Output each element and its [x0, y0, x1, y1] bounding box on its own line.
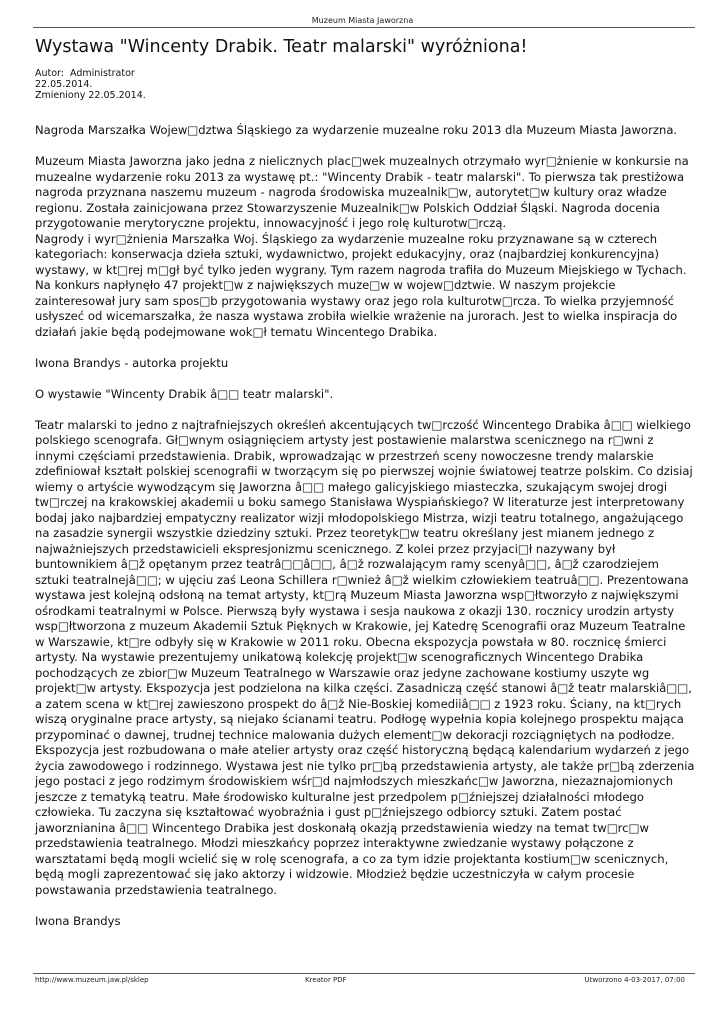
paragraph: Teatr malarski to jedno z najtrafniejszych określeń akcentujących tw□rczość Wincentego Drabika â□□ wielkiego polskiego scenografa. Gł□wnym osiągnięciem artysty jest postawienie malarstwa scenicznego na r□wni z innymi częściami przedstawienia. Drabik, wprowadzając w przestrzeń sceny nowoczesne trendy malarskie zdefiniował kształt polskiej scenografii w tworzącym się po pierwszej wojnie światowej teatrze polskim. Co dzisiaj wiemy o artyście wywodzącym się Jaworzna â□□ małego galicyjskiego miasteczka, szukającym swojej drogi tw□rczej na krakowskiej akademii u boku samego Stanisława Wyspiańskiego? W literaturze jest interpretowany bodaj jako najbardziej empatyczny realizator wizji młodopolskiego Mistrza, wizji teatru totalnego, angażującego na zasadzie synergii wszystkie dziedziny sztuki. Przez teoretyk□w teatru określany jest mianem jednego z najważniejszych przedstawicieli ekspresjonizmu scenicznego. Z kolei przez przyjaci□ł nazywany był buntownikiem â□ž opętanym przez teatrâ□□â□□, â□ž rozwalającym ramy scenyâ□□, â□ž czarodziejem sztuki teatralnejâ□□; w ujęciu zaś Leona Schillera r□wnież â□ž wielkim człowiekiem teatruâ□□. Prezentowana wystawa jest kolejną odsłoną na temat artysty, kt□rą Muzeum Miasta Jaworzna wsp□łtworzyło z największymi ośrodkami teatralnymi w Polsce. Pierwszą były wystawa i sesja naukowa z okazji 130. rocznicy urodzin artysty wsp□łtworzona z muzeum Akademii Sztuk Pięknych w Krakowie, jej Katedrę Scenografii oraz Muzeum Teatralne w Warszawie, kt□re odbyły się w Krakowie w 2011 roku. Obecna ekspozycja powstała w 80. rocznicę śmierci artysty. Na wystawie prezentujemy unikatową kolekcję projekt□w scenograficznych Wincentego Drabika pochodzących ze zbior□w Muzeum Teatralnego w Warszawie oraz jedyne zachowane kostiumy uszyte wg projekt□w artysty. Ekspozycja jest podzielona na kilka części. Zasadniczą część stanowi â□ž teatr malarskiâ□□, a zatem scena w kt□rej zawieszono prospekt do â□ž Nie-Boskiej komediiâ□□ z 1923 roku. Ściany, na kt□rych wiszą oryginalne prace artysty, są niejako ścianami teatru. Podłogę wypełnia kopia kolejnego prospektu mająca przypominać o dawnej, trudnej technice malowania dużych element□w dekoracji rozciągniętych na podłodze. Ekspozycja jest rozbudowana o małe atelier artysty oraz część historyczną będącą kalendarium wydarzeń z jego życia zawodowego i rodzinnego. Wystawa jest nie tylko pr□bą przedstawienia artysty, ale także pr□bą zderzenia jego postaci z jego rodzimym środowiskiem wśr□d najmłodszych mieszkańc□w Jaworzna, niezaznajomionych jeszcze z tematyką teatru. Małe środowisko kulturalne jest przedpolem p□źniejszej działalności młodego człowieka. Tu zaczyna się kształtować wyobraźnia i gust p□źniejszego odbiorcy sztuki. Zatem postać jaworznianina â□□ Wincentego Drabika jest doskonałą okazją przedstawienia wiedzy na temat tw□rc□w przedstawienia teatralnego. Młodzi mieszkańcy poprzez interaktywne zwiedzanie wystawy połączone z warsztatami będą mogli wcielić się w rolę scenografa, a co za tym idzie projektanta kostium□w scenicznych, będą mogli zaprezentować się jako aktorzy i widzowie. Młodzież będzie uczestniczyła w całym procesie powstawania przedstawienia teatralnego. — [35, 417, 695, 897]
paragraph: Muzeum Miasta Jaworzna jako jedna z nielicznych plac□wek muzealnych otrzymało wyr□żnienie w konkursie na muzealne wydarzenie roku 2013 za wystawę pt.: "Wincenty Drabik - teatr malarski". To pierwsza tak prestiżowa nagroda przyznana naszemu muzeum - nagroda środowiska muzealnik□w, autorytet□w kultury oraz władze regionu. Została zainicjowana przez Stowarzyszenie Muzealnik□w Polskich Oddział Śląski. Nagroda docenia przygotowanie merytoryczne projektu, innowacyjność i jego rolę kulturotw□rczą. — [35, 154, 689, 230]
page-header-site-name: Muzeum Miasta Jaworzna — [311, 16, 414, 25]
article-body — [35, 123, 695, 945]
article-meta — [35, 68, 146, 101]
publish-date: 22.05.2014. — [35, 79, 93, 90]
footer-divider — [33, 973, 695, 974]
article-title: Wystawa "Wincenty Drabik. Teatr malarski" wyróżniona! — [35, 37, 528, 57]
modified-date: Zmieniony 22.05.2014. — [35, 90, 146, 101]
paragraph: O wystawie "Wincenty Drabik â□□ teatr malarski". — [35, 386, 334, 401]
paragraph: Iwona Brandys — [35, 913, 121, 928]
paragraph: Iwona Brandys - autorka projektu — [35, 355, 229, 370]
footer-created-date: Utworzono 4-03-2017, 07:00 — [584, 976, 685, 984]
paragraph: Nagrody i wyr□żnienia Marszałka Woj. Śląskiego za wydarzenie muzealne roku przyznawane są w czterech kategoriach: konserwacja dzieła sztuki, wydawnictwo, projekt edukacyjny, oraz (najbardziej konkurencyjna) wystawy, w kt□rej m□gł być tylko jeden wygrany. Tym razem nagroda trafiła do Muzeum Miejskiego w Tychach. Na konkurs napłynęło 47 projekt□w z największych muze□w w wojew□dztwie. W naszym projekcie zainteresował jury sam spos□b przygotowania wystawy oraz jego rola kulturotw□rcza. To wielka przyjemność usłyszeć od wicemarszałka, że nasza wystawa zrobiła wielkie wrażenie na jurorach. Jest to wielka inspiracja do działań jakie będą podejmowane wok□ł tematu Wincentego Drabika. — [35, 231, 687, 339]
footer-url-link[interactable]: http://www.muzeum.jaw.pl/sklep — [35, 976, 149, 984]
paragraph: Nagroda Marszałka Wojew□dztwa Śląskiego za wydarzenie muzealne roku 2013 dla Muzeum Miasta Jaworzna. — [35, 123, 678, 137]
header-divider — [33, 27, 695, 28]
author-line: Autor: Administrator — [35, 68, 135, 79]
footer-creator: Kreator PDF — [305, 976, 347, 984]
